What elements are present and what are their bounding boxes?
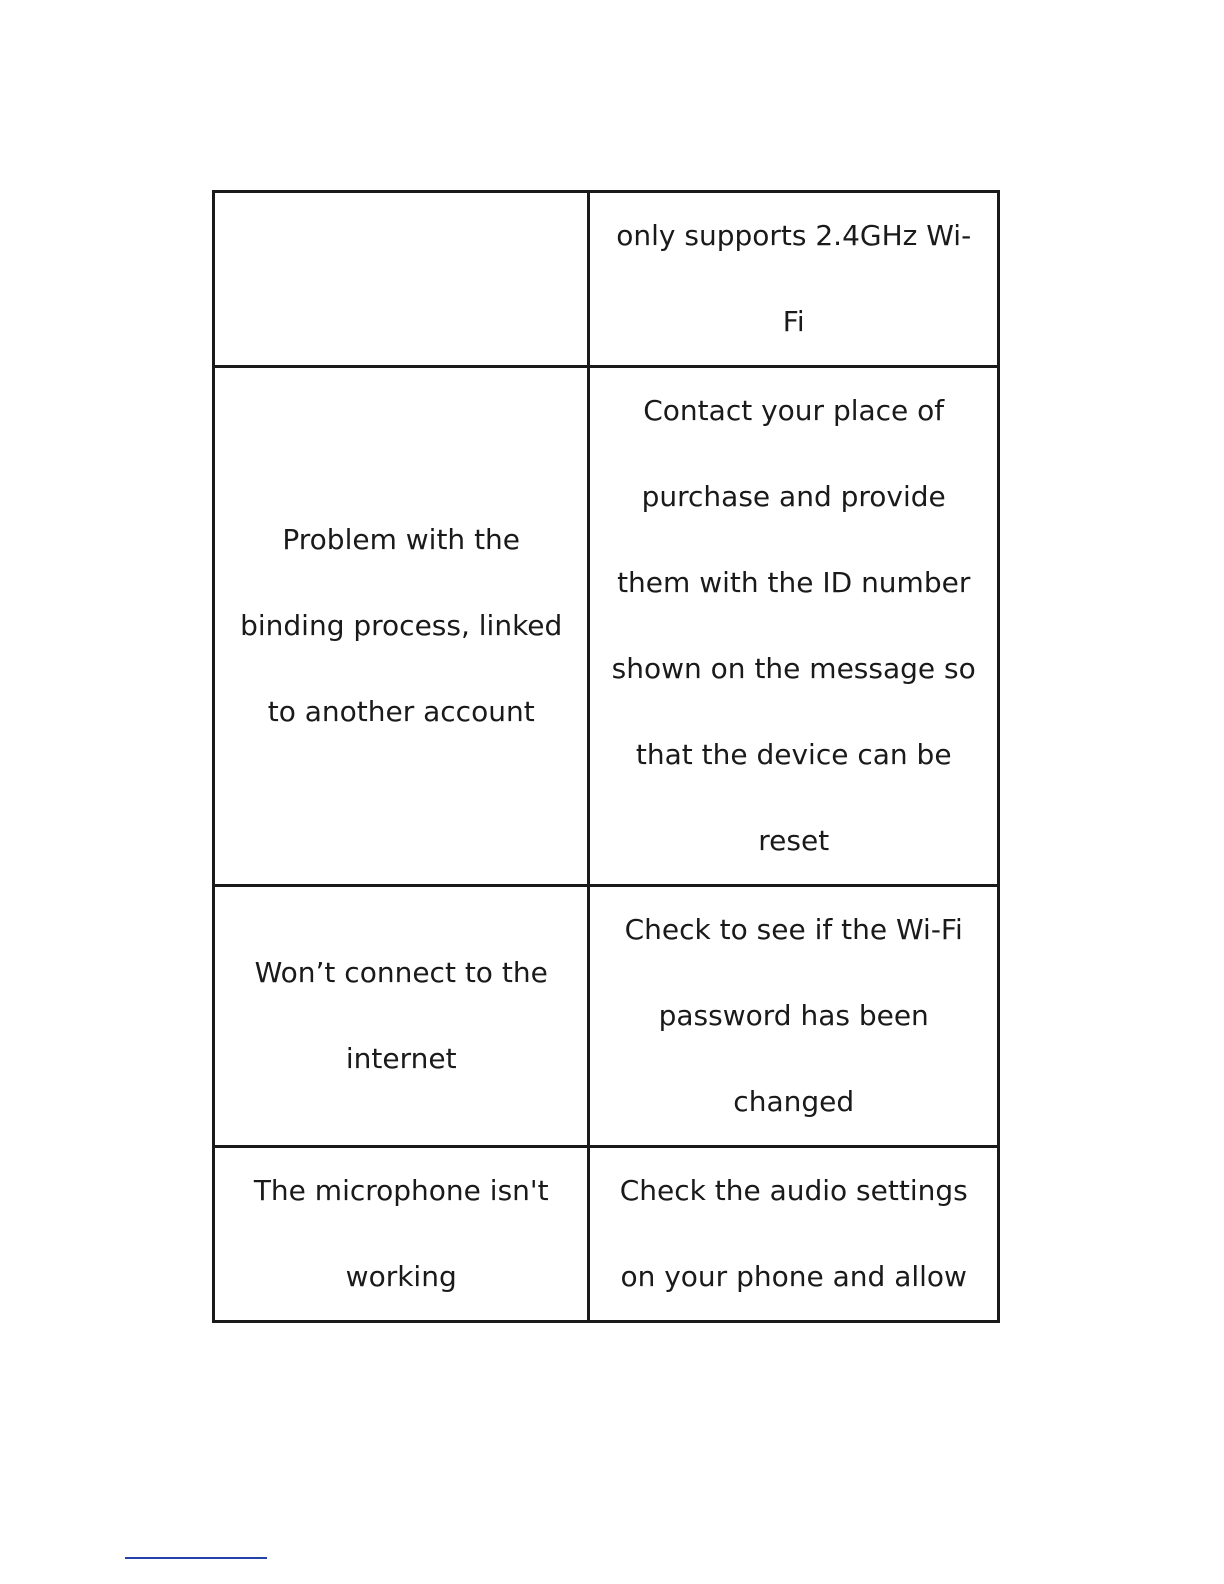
problem-text-line: Won’t connect to the: [254, 956, 548, 989]
solution-text-line: Check to see if the Wi-Fi: [624, 913, 963, 946]
problem-text-line: Problem with the: [282, 523, 521, 556]
solution-cell: [589, 1147, 999, 1322]
problem-cell: [214, 1147, 589, 1322]
problem-text-line: to another account: [267, 695, 535, 728]
solution-text-line: shown on the message so: [611, 652, 976, 685]
solution-text-line: reset: [758, 824, 830, 857]
solution-text-line: purchase and provide: [641, 480, 946, 513]
footer-rule: [125, 1557, 267, 1559]
problem-text-line: The microphone isn't: [253, 1174, 549, 1207]
solution-text-line: only supports 2.4GHz Wi-: [616, 219, 972, 252]
solution-text-line: Contact your place of: [643, 394, 945, 427]
solution-cell: [589, 192, 999, 367]
solution-text-line: Check the audio settings: [619, 1174, 968, 1207]
problem-text-line: internet: [345, 1042, 457, 1075]
solution-text-line: Fi: [782, 305, 805, 338]
problem-text-line: working: [345, 1260, 457, 1293]
table-row: [214, 367, 999, 886]
solution-text-line: that the device can be: [635, 738, 952, 771]
problem-text-line: binding process, linked: [240, 609, 563, 642]
solution-cell: [589, 886, 999, 1147]
solution-text-line: on your phone and allow: [620, 1260, 967, 1293]
problem-cell: [214, 886, 589, 1147]
table-row: [214, 1147, 999, 1322]
table-row: [214, 192, 999, 367]
solution-cell: [589, 367, 999, 886]
troubleshooting-table: [212, 190, 1000, 1323]
problem-cell: [214, 367, 589, 886]
solution-text-line: password has been: [658, 999, 929, 1032]
solution-text-line: changed: [733, 1085, 855, 1118]
table-row: [214, 886, 999, 1147]
problem-cell: [214, 192, 589, 367]
solution-text-line: them with the ID number: [617, 566, 971, 599]
